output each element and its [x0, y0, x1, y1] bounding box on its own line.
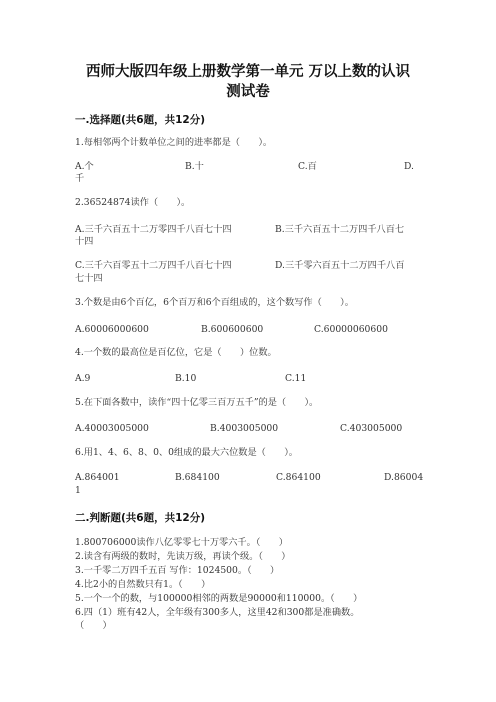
- question-6-option-c: C.864100: [276, 472, 321, 483]
- question-4-stem: 4.一个数的最高位是百亿位，它是（ ）位数。: [75, 347, 277, 358]
- question-6-stem: 6.用1、4、6、8、0、0组成的最大六位数是（ ）。: [75, 447, 298, 458]
- question-5-stem: 5.在下面各数中，读作“四十亿零三百万五千”的是（ ）。: [75, 397, 319, 408]
- question-5-option-b: B.4003005000: [210, 423, 279, 434]
- section-choice-heading: 一.选择题(共6题，共12分): [75, 114, 206, 126]
- exam-title-line1: 西师大版四年级上册数学第一单元 万以上数的认识: [85, 64, 411, 80]
- question-2-option-d-wrap: 七十四: [75, 273, 103, 284]
- question-6-option-d: D.86004: [384, 472, 424, 483]
- section-judge-heading: 二.判断题(共6题，共12分): [75, 512, 206, 524]
- question-4-option-c: C.11: [285, 373, 307, 384]
- question-1-option-c: C.百: [298, 161, 317, 172]
- judge-item-3: 3.一千零二万四千五百 写作：1024500。（ ）: [75, 565, 280, 576]
- question-2-option-c: C.三千六百零五十二万四千八百七十四: [75, 260, 232, 271]
- question-6-option-a: A.864001: [75, 472, 120, 483]
- question-2-stem: 2.36524874读作（ ）。: [75, 197, 191, 208]
- question-1-option-d-wrap: 千: [75, 173, 85, 184]
- question-6-option-b: B.684100: [175, 472, 220, 483]
- judge-item-1: 1.800706000读作八亿零零七十万零六千。（ ）: [75, 537, 288, 548]
- judge-item-2: 2.读含有两级的数时，先读万级，再读个级。（ ）: [75, 551, 291, 562]
- question-5-option-c: C.403005000: [340, 423, 403, 434]
- judge-item-4: 4.比2小的自然数只有1。（ ）: [75, 579, 211, 590]
- question-4-option-a: A.9: [75, 373, 91, 384]
- question-6-option-d-wrap: 1: [75, 485, 81, 496]
- question-1-option-a: A.个: [75, 161, 94, 172]
- judge-item-6-wrap: （ ）: [75, 620, 112, 631]
- question-1-option-d: D.: [404, 161, 414, 172]
- question-1-option-b: B.十: [185, 161, 204, 172]
- judge-item-5: 5.一个一个的数，与100000相邻的两数是90000和110000。（ ）: [75, 593, 363, 604]
- question-2-option-d: D.三千零六百五十二万四千八百: [275, 260, 405, 271]
- judge-item-6: 6.四（1）班有42人，全年级有300多人，这里42和300都是准确数。: [75, 607, 360, 618]
- question-3-option-c: C.60000060600: [314, 324, 388, 335]
- question-4-option-b: B.10: [175, 373, 197, 384]
- question-3-option-a: A.60006000600: [75, 324, 149, 335]
- question-2-option-b: B.三千六百五十二万四千八百七: [275, 224, 405, 235]
- question-2-option-a: A.三千六百五十二万零四千八百七十四: [75, 224, 232, 235]
- question-2-option-b-wrap: 十四: [75, 236, 94, 247]
- exam-title-line2: 测试卷: [226, 84, 270, 100]
- question-3-option-b: B.600600600: [201, 324, 264, 335]
- question-5-option-a: A.40003005000: [75, 423, 149, 434]
- question-1-stem: 1.每相邻两个计数单位之间的进率都是（ ）。: [75, 137, 273, 148]
- question-3-stem: 3.个数是由6个百亿，6个百万和6个百组成的，这个数写作（ ）。: [75, 297, 354, 308]
